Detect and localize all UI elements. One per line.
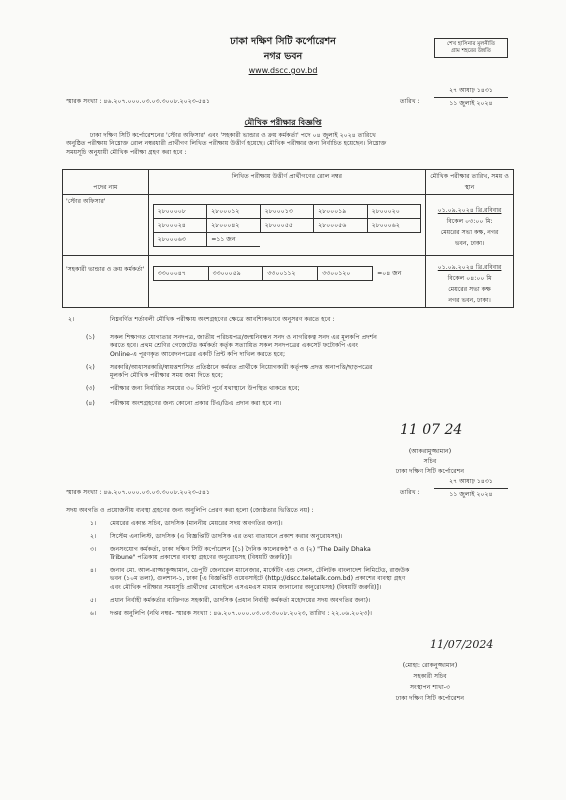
condition-line: সকল শিক্ষাগত যোগ্যতার সনদপত্র, জাতীয় পরিচয়পত্র/জন্মনিবন্ধন সনদ ও নাগরিকত্ব সনদ এর মূলকপি প্রদর্শন	[110, 334, 377, 341]
badge-line-2: গ্রাম শহরের উন্নতি	[451, 48, 491, 54]
post-cell: 'সহকারী ভান্ডার ও ক্রয় কর্মকর্তা'	[63, 256, 149, 308]
distribution-number: ৫।	[90, 597, 97, 604]
distribution-item	[110, 567, 522, 592]
table-row	[63, 195, 514, 256]
condition-line: পরীক্ষায় অংশগ্রহণের জন্য কোনো প্রকার টিএ/ডিএ প্রদান করা হবে না।	[110, 400, 282, 407]
intro-line: সময়সূচি অনুযায়ী মৌখিক পরীক্ষা গ্রহণ করা হবে :	[66, 148, 187, 156]
date-label-1: তারিখ :	[400, 98, 420, 105]
conditions-lead: নিম্নবর্ণিত শর্তাবলী মৌখিক পরীক্ষায় অংশগ্রহণের ক্ষেত্রে আবশ্যিকভাবে অনুসরণ করতে হবে :	[110, 316, 335, 323]
roll-number: ২৮০০০২৪	[153, 219, 206, 233]
roll-number: ২৮০০০৬৩	[153, 233, 206, 247]
roll-row	[153, 219, 420, 233]
distribution-number: ৬।	[90, 610, 97, 617]
condition-number: (১)	[86, 334, 95, 341]
website-link[interactable]: www.dscc.gov.bd	[248, 66, 318, 75]
org-name: ঢাকা দক্ষিণ সিটি কর্পোরেশন	[230, 36, 336, 47]
signatory-2-name: (মোহা: রোকনুজ্জামান)	[402, 662, 458, 669]
condition-number: (২)	[86, 364, 95, 371]
signatory-1-name: (আকরামুজ্জামান)	[408, 448, 452, 455]
roll-row	[153, 233, 420, 247]
roll-grid	[153, 266, 421, 281]
date-label-2: তারিখ :	[400, 489, 420, 496]
roll-row	[153, 267, 421, 281]
schedule-line: বিকেল ০৪:০০ মি	[447, 275, 492, 282]
notice-intro	[66, 132, 516, 157]
roll-number: ৩৩০০১১২	[263, 267, 318, 281]
date-english-2: ১১ জুলাই ২০২৪	[449, 491, 493, 498]
intro-line: অনুষ্ঠিত পরীক্ষায় নিম্নোক্ত রোল নম্বরধারী প্রার্থীগণ লিখিত পরীক্ষায় উত্তীর্ণ হয়েছে। মৌখিক পরীক্ষার জন্য নির্বাচিত হয়েছেন। নিম্নোক্ত	[66, 140, 387, 148]
memo-ref-2: স্মারক সংখ্যা : ৪৬.২০৭.০০০.০৩.০৩.৩০০৮.২০২৩-৫৪১	[66, 489, 211, 496]
col-rolls-header: লিখিত পরীক্ষায় উত্তীর্ণ প্রার্থীগণের রোল নম্বর	[148, 170, 425, 195]
distribution-line: ভবন (১০ম তলা), গুলশান-১, ঢাকা [এ বিজ্ঞপ্তিটি ওয়েবসাইটে (http://dscc.teletalk.com.bd) প্রকাশের ব্যবস্থা গ্রহণ	[110, 575, 406, 583]
post-cell: 'স্টোর অফিসার'	[63, 195, 149, 256]
schedule-line: মেয়রের সভা কক্ষ	[448, 286, 491, 293]
roll-empty	[314, 233, 367, 247]
distribution-lead: সদয় অবগতি ও প্রয়োজনীয় ব্যবস্থা গ্রহণের জন্য অনুলিপি প্রেরণ করা হলো (জ্যেষ্ঠতার ভিত্তিতে নয়) :	[66, 507, 314, 514]
table-header-row	[63, 170, 514, 195]
roll-empty	[367, 233, 421, 247]
condition-number: (৪)	[86, 400, 95, 407]
building-name: নগর ভবন	[263, 51, 303, 62]
schedule-line: ভবন, ঢাকা।	[454, 240, 485, 247]
roll-number: ২৮০০০৫৬	[314, 219, 367, 233]
signatory-1-title: সচিব	[423, 458, 437, 465]
date-divider-2	[434, 488, 508, 489]
roll-number: ৩৩০০১২০	[318, 267, 373, 281]
roll-number: ৩৩০০০৪৭	[153, 267, 208, 281]
conditions-number: ২।	[68, 316, 75, 323]
condition-line: করতে হবে। প্রথম শ্রেণির গেজেটেড কর্মকর্তা কর্তৃক সত্যায়িত সকল সনদপত্রের একসেট ফটোকপি এবং	[110, 342, 359, 350]
condition-number: (৩)	[86, 385, 95, 392]
distribution-line: দপ্তর অনুলিপি (নথি নম্বর- স্মারক সংখ্যা : ৪৬.২০৭.০০০.০৩.০৩.৩০০৮.২০২৩, তারিখ : ২২.০৬.২০২৩)।	[110, 610, 373, 617]
intro-line: ঢাকা দক্ষিণ সিটি কর্পোরেশনের 'স্টোর অফিসার' এবং 'সহকারী ভান্ডার ও ক্রয় কর্মকর্তা' পদে ০৪ জুলাই ২০২৪ তারিখে	[90, 132, 376, 139]
condition-item	[110, 334, 522, 359]
distribution-line: Tribune" পত্রিকায় প্রকাশের ব্যবস্থা গ্রহণের অনুরোধসহ (বিষয়টি জরুরি)]।	[110, 554, 292, 562]
roll-number: ৩৩০০০৫৯	[208, 267, 263, 281]
schedule-line: ০১.০৯.২০২৪ খ্রি.রবিবার	[437, 264, 502, 271]
roll-number: ২৮০০০০৮	[153, 205, 206, 219]
roll-number: ২৮০০০১৯	[314, 205, 367, 219]
table-row	[63, 256, 514, 308]
col-schedule-header: মৌখিক পরীক্ষার তারিখ, সময় ও স্থান	[426, 170, 514, 195]
date-divider-1	[434, 97, 508, 98]
signatory-1-org: ঢাকা দক্ষিণ সিটি কর্পোরেশন	[395, 468, 465, 475]
distribution-line: জনাব মো. আল-রাজ্জাকুজ্জামান, ডেপুটি জেনারেল ম্যানেজার, মার্কেটিং এন্ড সেলস, টেলিটক বাংলাদেশ লিমিটেড, রাজউক	[110, 567, 410, 574]
date-english-1: ১১ জুলাই ২০২৪	[449, 100, 493, 107]
slogan-badge	[434, 38, 508, 58]
distribution-number: ২।	[90, 533, 97, 540]
condition-line: মূলকপি মৌখিক পরীক্ষার সময় জমা দিতে হবে;	[110, 372, 223, 380]
badge-line-1: শেখ হাসিনার মূলনীতি	[447, 41, 495, 47]
roll-grid	[153, 204, 421, 247]
roll-number: ২৮০০০২০	[367, 205, 421, 219]
distribution-line: সিস্টেম এনালিস্ট, ডাদসিক (এ বিজ্ঞপ্তিটি ডাদসিক এর তথ্য বাতায়নে প্রকাশ করার অনুরোধসহ)।	[110, 533, 343, 540]
col-post-header: পদের নাম	[63, 170, 149, 195]
condition-item	[110, 364, 522, 381]
roll-count: =১১ জন	[207, 233, 260, 247]
signature-2: 11/07/2024	[430, 638, 494, 651]
condition-line: পরীক্ষার জন্য নির্ধারিত সময়ের ৩০ মিনিট পূর্বে যথাস্থানে উপস্থিত থাকতে হবে;	[110, 385, 300, 392]
schedule-cell	[426, 195, 514, 256]
signatory-2-org: ঢাকা দক্ষিণ সিটি কর্পোরেশন	[395, 695, 465, 702]
memo-ref-1: স্মারক সংখ্যা : ৪৬.২০৭.০০০.০৩.০৩.৩০০৮.২০২৩-৫৪১	[66, 98, 211, 105]
date-bangla-2: ২৭ আষাঢ় ১৪৩১	[449, 478, 493, 485]
distribution-item	[110, 546, 522, 563]
distribution-line: মেয়রের একান্ত সচিব, ডাদসিক (মাননীয় মেয়রের সদয় অবগতির জন্য)।	[110, 520, 283, 527]
condition-line: সরকারি/আধাসরকারি/স্বায়ত্তশাসিত প্রতিষ্ঠানে কর্মরত প্রার্থীকে নিয়োগকারী কর্তৃপক্ষ প্রদত্ত অনাপত্তি/ছাড়পত্রের	[110, 364, 373, 371]
roll-count: =০৪ জন	[377, 269, 402, 277]
distribution-line: জনসংযোগ কর্মকর্তা, ঢাকা দক্ষিণ সিটি কর্পোরেশন [(১) দৈনিক কালেরকণ্ঠ" ও ও (২) "The Daily Dhaka	[110, 546, 371, 553]
notice-title: মৌখিক পরীক্ষার বিজ্ঞপ্তি	[244, 118, 322, 127]
schedule-line: মেয়রের সভা কক্ষ, নগর	[440, 229, 499, 236]
roll-number: ২৮০০০৪২	[207, 219, 260, 233]
signatory-2-title: সহকারী সচিব	[413, 673, 447, 680]
schedule-line: নগর ভবন, ঢাকা।	[448, 297, 491, 304]
roll-empty	[260, 233, 313, 247]
date-bangla-1: ২৭ আষাঢ় ১৪৩১	[449, 87, 493, 94]
signature-1: 11 07 24	[400, 422, 463, 438]
roll-number: ২৮০০০৫৫	[260, 219, 313, 233]
distribution-number: ১।	[90, 520, 97, 527]
schedule-cell	[426, 256, 514, 308]
rolls-cell	[148, 195, 425, 256]
roll-row	[153, 205, 420, 219]
condition-line: Online-এ পূরণকৃত আবেদনপত্রের একটি প্রিন্ট কপি দাখিল করতে হবে;	[110, 350, 286, 358]
schedule-line: ০১.০৯.২০২৪ খ্রি.রবিবার	[437, 207, 502, 214]
signatory-2-branch: সংস্থাপন শাখা-৩	[409, 684, 451, 691]
roll-number: ২৮০০০১২	[207, 205, 260, 219]
distribution-number: ৪।	[90, 567, 97, 574]
distribution-line: প্রধান নির্বাহী কর্মকর্তার ব্যক্তিগত সহকারী, ডাদসিক (প্রধান নির্বাহী কর্মকর্তা মহোদয়ের সদয় অবগতির জন্য)।	[110, 597, 371, 604]
interview-table	[62, 169, 514, 308]
roll-number: ২৮০০০১৩	[260, 205, 313, 219]
roll-number: ২৮০০০৬২	[367, 219, 421, 233]
distribution-line: এবং মৌখিক পরীক্ষার সময়সূচি প্রার্থীদের মোবাইলে এসএমএস মাধ্যম জানানোর অনুরোধসহ) (বিষয়টি জরুরি)]।	[110, 583, 382, 591]
distribution-number: ৩।	[90, 546, 97, 553]
rolls-cell	[148, 256, 425, 308]
schedule-line: বিকেল ০৩:০০ মি:	[446, 218, 493, 225]
